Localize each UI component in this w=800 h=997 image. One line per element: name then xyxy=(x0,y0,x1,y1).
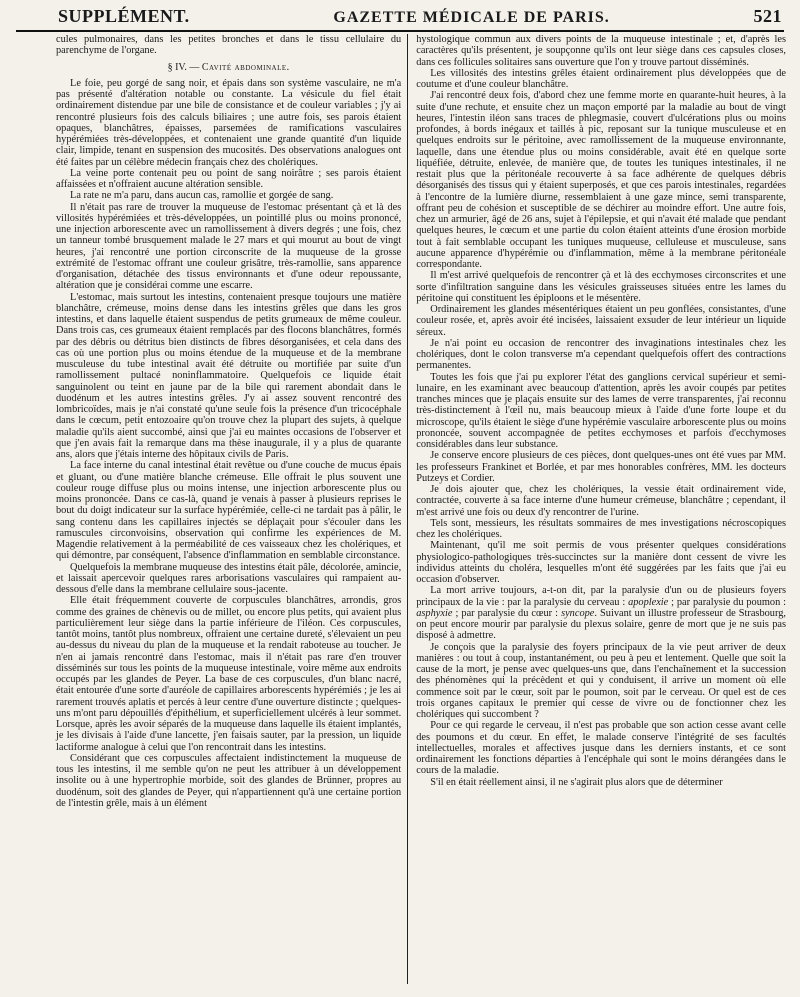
paragraph: hystologique commun aux divers points de la muqueuse intestinale ; et, d'après les caractères qu'ils présentent, je soupçonne qu'ils ont leur siège dans ces capsules closes, dans ces follicules solitaires sans ouverture que l'on y trouve partout disséminés. xyxy=(416,34,786,68)
header-rule xyxy=(16,30,784,32)
left-column xyxy=(12,34,407,984)
text-run: La mort arrive toujours, a-t-on dit, par la paralysie d'un ou de plusieurs foyers principaux de la vie : par la paralysie du cerveau : xyxy=(416,585,786,608)
paragraph: Elle était fréquemment couverte de corpuscules blanchâtres, arrondis, gros comme des graines de chènevis ou de millet, ou encore plus petits, qui avaient plus particulièrement leur siège dans la partie inférieure de l'iléon. Ces corpuscules, tantôt moins, tantôt plus nombreux, offraient une certaine dureté, s'élevaient un peu au-dessus du niveau du plan de la muqueuse et la rendait raboteuse au toucher. Je n'en ai jamais rencontré dans l'estomac, mais il n'était pas rare d'en trouver disséminés sur tous les points de la muqueuse intestinale, voire même aux endroits occupés par les glandes de Peyer. La base de ces corpuscules, d'un blanc nacré, était entourée d'une sorte d'auréole de capillaires arborescents hypérémiés ; je les ai rarement trouvés aplatis et percés à leur centre d'une ouverture distincte ; quelques-uns m'ont paru dépouillés d'épithélium, et superficiellement ulcérés à leur sommet. Lorsque, après les avoir séparés de la muqueuse dans laquelle ils étaient implantés, je les divisais à l'aide d'une lancette, j'en faisais sauter, par la pression, un liquide lactiforme analogue à celui que l'on rencontrait dans les intestins. xyxy=(56,595,402,753)
paragraph: Ordinairement les glandes mésentériques étaient un peu gonflées, consistantes, d'une couleur rosée, et, après avoir été incisées, laissaient exsuder de leur intérieur un liquide séreux. xyxy=(416,304,786,338)
paragraph: Le foie, peu gorgé de sang noir, et épais dans son système vasculaire, ne m'a pas présenté d'altération notable ou constante. La vésicule du fiel était ordinairement distendue par une bile de consistance et de couleur variables ; j'y ai rencontré plusieurs fois des calculs biliaires ; une autre fois, ses parois étaient opaques, blanchâtres, épaisses, parsemées de ramifications vasculaires hypérémiées très-développées, et contenaient une grande quantité d'un liquide clair, limpide, tenant en suspension des mucosités. Des observations analogues ont été faites par un célèbre médecin français chez des cholériques. xyxy=(56,77,402,168)
paragraph: Il m'est arrivé quelquefois de rencontrer çà et là des ecchymoses circonscrites et une sorte d'infiltration sanguine dans les vésicules graisseuses situées entre les lames du péritoine qui constituent les épiploons et le mésentère. xyxy=(416,270,786,304)
paragraph: L'estomac, mais surtout les intestins, contenaient presque toujours une matière blanchâtre, crémeuse, moins dense dans les intestins grêles que dans les gros intestins, et dans laquelle étaient suspendus de petits grumeaux de même couleur. Dans trois cas, ces grumeaux étaient remplacés par des flocons blanchâtres, formés par des débris ou détritus bien distincts de fibres désorganisées, et cela dans des cas où une portion plus ou moins étendue de la muqueuse et de la membrane musculeuse du tube intestinal avait été détruite ou mortifiée par suite d'un ramollissement pultacé noninflammatoire. Quelquefois ce liquide était sanguinolent ou teint en jaune par de la bile qui rarement abondait dans le duodénum et les autres intestins grêles. J'y ai assez souvent rencontré des lombricoïdes, mais je n'ai constaté qu'une seule fois la présence d'un tricocéphale dans le cœcum, petit entozoaire qu'on trouve chez la plupart des sujets, à quelque maladie qu'ils aient succombé, ainsi que j'ai eu maintes occasions de l'observer et que j'en avais fait la remarque dans ma thèse inaugurale, il y a plus de quarante ans, alors que j'étais interne des hôpitaux civils de Paris. xyxy=(56,291,402,460)
paragraph: Considérant que ces corpuscules affectaient indistinctement la muqueuse de tous les intestins, il me semble qu'on ne peut les attribuer à un développement insolite ou à une hypertrophie morbide, soit des glandes de Brünner, propres au duodénum, soit des glandes de Peyer, qui n'appartiennent qu'à une certaine portion de l'intestin grêle, mais à un élément xyxy=(56,752,402,809)
right-column xyxy=(407,34,788,984)
section-number: § IV. — xyxy=(167,61,200,73)
paragraph: cules pulmonaires, dans les petites bronches et dans le tissu cellulaire du parenchyme de l'organe. xyxy=(56,34,402,57)
emphasis: syncope xyxy=(561,607,595,619)
paragraph: Pour ce qui regarde le cerveau, il n'est pas probable que son action cesse avant celle des poumons et du cœur. En effet, le malade conserve l'intégrité de ses facultés intellectuelles, morales et affectives jusque dans les derniers instants, et ce sont ordinairement les fonctions départies à l'encéphale qui sont le moins dérangées dans le cours de la maladie. xyxy=(416,720,786,777)
paragraph: Maintenant, qu'il me soit permis de vous présenter quelques considérations physiologico-pathologiques très-succinctes sur la manière dont cessent de vivre les individus atteints du choléra, lesquelles m'ont été suggérées par les faits que j'ai eu occasion d'observer. xyxy=(416,540,786,585)
paragraph: Quelquefois la membrane muqueuse des intestins était pâle, décolorée, amincie, et laissait apercevoir quelques rares arborisations vasculaires qui rampaient au-dessous d'elle dans la membrane cellulaire sous-jacente. xyxy=(56,561,402,595)
paragraph: Je dois ajouter que, chez les cholériques, la vessie était ordinairement vide, contractée, couverte à sa face interne d'une humeur crémeuse, blanchâtre ; cependant, il m'est arrivé une fois ou deux d'y rencontrer de l'urine. xyxy=(416,484,786,518)
paragraph: Tels sont, messieurs, les résultats sommaires de mes investigations nécroscopiques chez les cholériques. xyxy=(416,517,786,540)
paragraph xyxy=(416,585,786,641)
journal-title: GAZETTE MÉDICALE DE PARIS. xyxy=(333,9,610,26)
paragraph: La rate ne m'a paru, dans aucun cas, ramollie et gorgée de sang. xyxy=(70,190,334,202)
text-run: ; par paralysie du cœur : xyxy=(452,607,562,619)
paragraph: Je conserve encore plusieurs de ces pièces, dont quelques-unes ont été vues par MM. les professeurs Frankinet et Borlée, et par mes honorables confrères, MM. les docteurs Putzeys et Cordier. xyxy=(416,450,786,484)
page-number: 521 xyxy=(753,6,782,26)
text-run: ; par paralysie du poumon : xyxy=(668,596,786,608)
paragraph: S'il en était réellement ainsi, il ne s'agirait plus alors que de déterminer xyxy=(430,776,723,788)
page-header xyxy=(12,6,788,30)
paragraph: La veine porte contenait peu ou point de sang noirâtre ; ses parois étaient affaissées et n'offraient aucune altération sensible. xyxy=(56,167,402,190)
paragraph: Toutes les fois que j'ai pu explorer l'état des ganglions cervical supérieur et semi-lunaire, en les examinant avec beaucoup d'attention, après les avoir coupés par petites tranches minces que je plaçais ensuite sur des lames de verre transparentes, j'ai reconnu très-distinctement à l'œil nu, mais beaucoup mieux à l'aide d'une forte loupe et du microscope, qu'ils étaient le siège d'une hypérémie vasculaire arborescente plus ou moins prononcée, souvent accompagnée de petites ecchymoses et parfois d'ecchymoses considérables dans leur substance. xyxy=(416,371,786,450)
paragraph: Je conçois que la paralysie des foyers principaux de la vie peut arriver de deux manières : ou tout à coup, instantanément, ou peu à peu et lentement. Quelle que soit la cause de la mort, je pense avec quelques-uns que, dans l'enchaînement et la succession des phénomènes qui la précèdent et qui y conduisent, il arrive un moment où elle commence soit par le cœur, soit par le poumon, soit par le cerveau. Or quel est de ces trois organes capitaux le premier qui cesse de vivre ou de fonctionner chez les cholériques qui succombent ? xyxy=(416,641,786,720)
supplement-label: SUPPLÉMENT. xyxy=(58,6,190,26)
text-columns xyxy=(12,34,788,984)
paragraph: Il n'était pas rare de trouver la muqueuse de l'estomac présentant çà et là des villosités hypérémiées et très-développées, un pointillé plus ou moins prononcé, une injection arborescente avec un ramollissement à divers degrés ; une fois, chez un tanneur tombé brusquement malade le 27 mars et qui mourut au bout de vingt heures, j'ai rencontré une portion circonscrite de la muqueuse de la grosse extrémité de l'estomac offrant une couleur grisâtre, très-ramollie, sans apparence d'organisation, détachée des tissus environnants et d'une odeur repoussante, altération que je considérai comme une escarre. xyxy=(56,201,402,292)
emphasis: apoplexie xyxy=(628,596,669,608)
paragraph: Les villosités des intestins grêles étaient ordinairement plus développées que de coutume et d'une couleur blanchâtre. xyxy=(416,67,786,90)
paragraph: La face interne du canal intestinal était revêtue ou d'une couche de mucus épais et gluant, ou d'une matière blanche crémeuse. Elle offrait le plus souvent une couleur rouge diffuse plus ou moins intense, une injection arborescente plus ou moins prononcée. Dans ce cas-là, quand je venais à passer à plusieurs reprises le bout du doigt indicateur sur la surface hypérémiée, celle-ci ne tardait pas à pâlir, le sang contenu dans les capillaires injectés se déplaçait pour s'écouler dans les ramuscules circonvoisins, observation qui confirme les expériences de M. Magendie relativement à la perméabilité de ces vaisseaux chez les cholériques, et qui démontre, par conséquent, l'absence d'inflammation en semblable circonstance. xyxy=(56,460,402,562)
section-heading xyxy=(56,62,401,73)
section-title: Cavité abdominale. xyxy=(201,61,290,73)
text-run: . Suivant un illustre professeur de Strasbourg, on peut encore mourir par paralysie du plexus solaire, genre de mort que je ne suis pas disposé à admettre. xyxy=(416,607,786,642)
paragraph: J'ai rencontré deux fois, d'abord chez une femme morte en quarante-huit heures, à la suite d'une rechute, et ensuite chez un maçon emporté par la maladie au bout de vingt heures, l'intestin iléon sans traces de phlegmasie, couvert d'ulcérations plus ou moins profondes, à bords inégaux et taillés à pic, reposant sur la tunique musculeuse et en quelques endroits sur le péritoine, avec ramollissement de la muqueuse environnante, laquelle, dans une étendue plus ou moins considérable, avait été en quelque sorte liquéfiée, détruite, enlevée, de manière que, de toutes les tuniques intestinales, il ne restait plus que la péritonéale recouverte à sa face adhérente de quelques débris désorganisés des tissus qui y étaient superposés, et que ces parois intestinales, regardées à l'encontre de la lumière diurne, ressemblaient à une gaze mince, semi transparente, offrant peu de cohésion et susceptible de se déchirer au moindre effort. Une autre fois, chez un armurier, âgé de 26 ans, sujet à l'épilepsie, et qui n'avait été malade que pendant quelques heures, le cœcum et une partie du colon étaient atteints d'une érosion morbide tout à fait semblable occupant les tuniques muqueuse, celluleuse et musculeuse, sans aucune apparence d'hypérémie ou d'inflammation, même à la membrane péritonéale correspondante. xyxy=(416,90,786,270)
paragraph: Je n'ai point eu occasion de rencontrer des invaginations intestinales chez les cholériques, dont le colon transverse m'a cependant quelquefois offert des contractions permanentes. xyxy=(416,337,786,372)
emphasis: asphyxie xyxy=(416,607,453,619)
